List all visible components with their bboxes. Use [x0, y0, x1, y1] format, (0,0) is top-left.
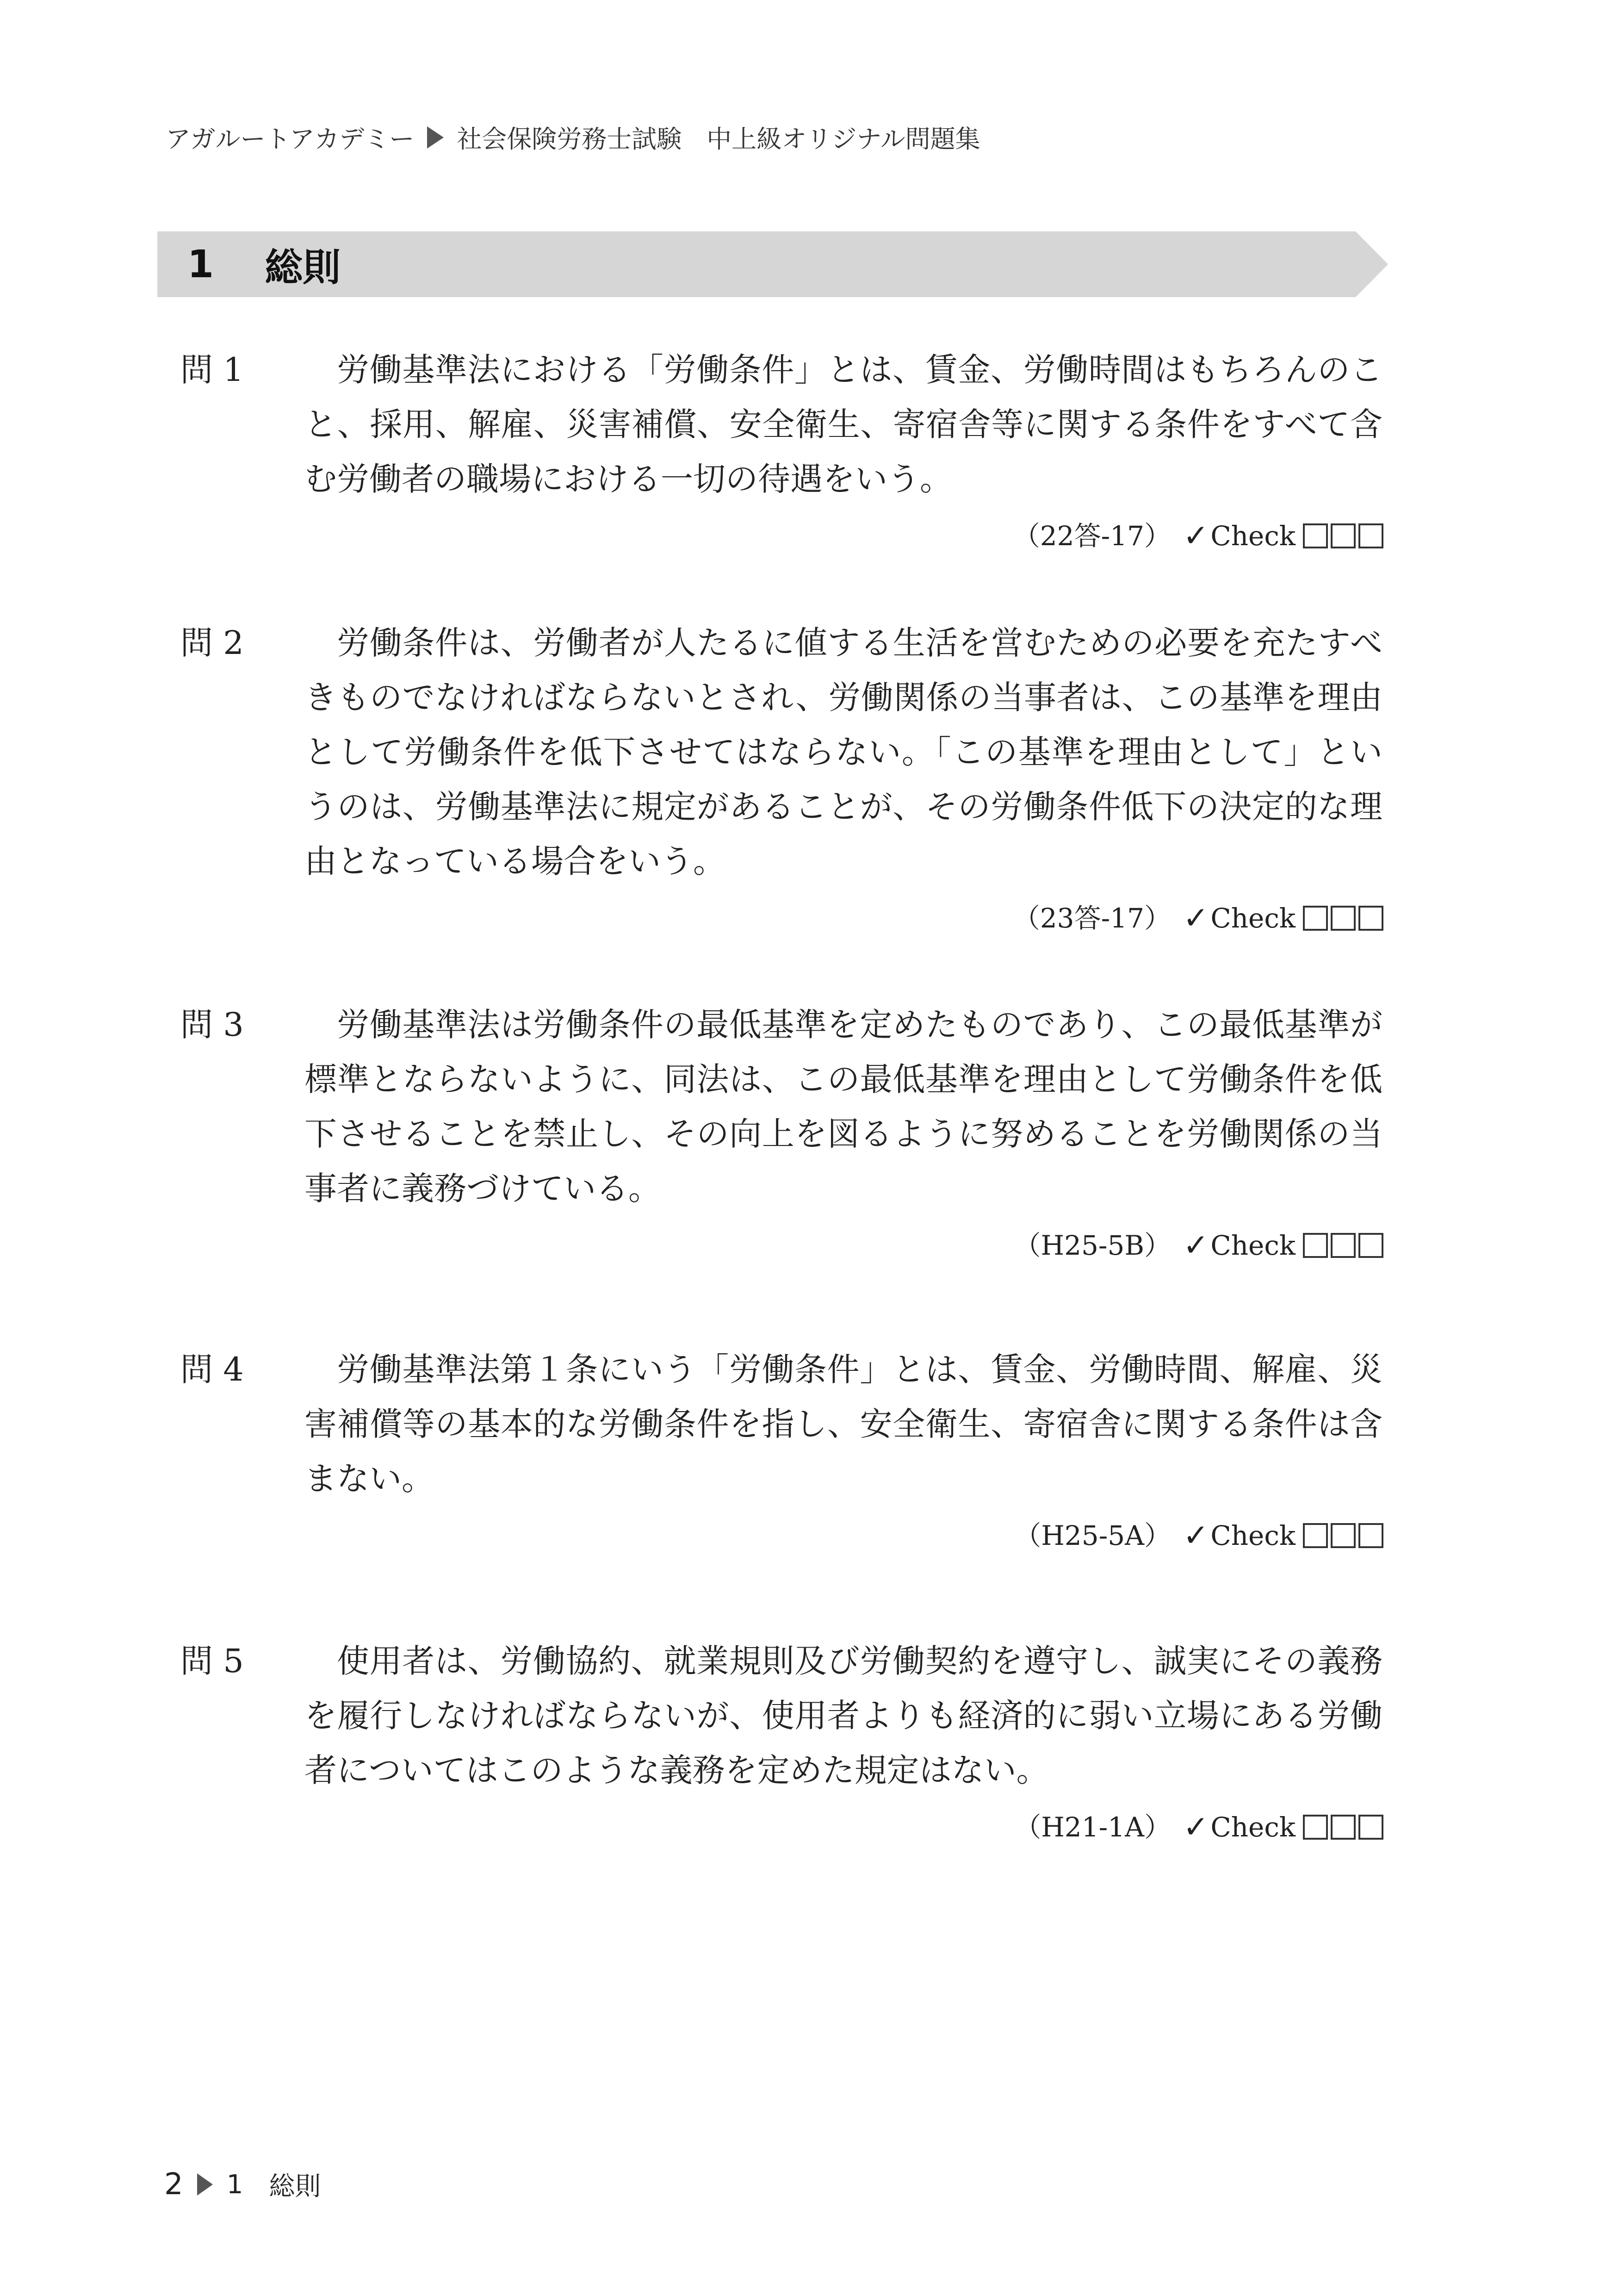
- question-1: [180, 342, 1388, 554]
- check-box[interactable]: [1358, 906, 1383, 931]
- question-text: 使用者は、労働協約、就業規則及び労働契約を遵守し、誠実にその義務を履行しなければならないが、使用者よりも経済的に弱い立場にある労働者についてはこのような義務を定めた規定はない。: [304, 1642, 1382, 1789]
- footer-section-number: 1: [226, 2169, 243, 2200]
- check-box[interactable]: [1331, 1523, 1356, 1548]
- check-boxes: [1300, 1233, 1383, 1258]
- check-label: Check: [1210, 1811, 1296, 1843]
- question-label: 問 1: [180, 351, 244, 389]
- checkmark-icon: ✓: [1183, 1809, 1209, 1845]
- check-boxes: [1300, 523, 1383, 548]
- question-5: [180, 1634, 1388, 1846]
- triangle-right-icon: [427, 126, 444, 149]
- question-reference: （22答-17）: [1013, 520, 1171, 552]
- check-boxes: [1300, 1523, 1383, 1548]
- check-box[interactable]: [1358, 1815, 1383, 1840]
- question-text: 労働基準法は労働条件の最低基準を定めたものであり、この最低基準が標準とならないように、同法は、この最低基準を理由として労働条件を低下させることを禁止し、その向上を図るように努めることを労働関係の当事者に義務づけている。: [304, 1006, 1382, 1207]
- question-reference: （H25-5A）: [1014, 1520, 1171, 1551]
- section-number: 1: [187, 242, 214, 286]
- question-reference-row: [180, 1517, 1383, 1554]
- question-label: 問 5: [180, 1642, 244, 1680]
- check-label: Check: [1210, 520, 1296, 552]
- check-box[interactable]: [1303, 1523, 1328, 1548]
- triangle-right-icon: [197, 2173, 213, 2196]
- question-reference: （23答-17）: [1013, 902, 1171, 934]
- question-text: 労働基準法第１条にいう「労働条件」とは、賃金、労働時間、解雇、災害補償等の基本的な労働条件を指し、安全衛生、寄宿舎に関する条件は含まない。: [304, 1350, 1382, 1498]
- header-academy: アガルートアカデミー: [166, 124, 415, 154]
- checkmark-icon: ✓: [1183, 1518, 1209, 1553]
- check-box[interactable]: [1331, 1233, 1356, 1258]
- page-number: 2: [164, 2167, 183, 2202]
- check-box[interactable]: [1358, 523, 1383, 548]
- checkmark-icon: ✓: [1183, 900, 1209, 936]
- question-reference-row: [180, 1227, 1383, 1264]
- question-reference-row: [180, 900, 1383, 937]
- check-label: Check: [1210, 1230, 1296, 1261]
- header-book-title: 社会保険労務士試験 中上級オリジナル問題集: [457, 124, 980, 154]
- question-reference: （H21-1A）: [1014, 1811, 1171, 1843]
- check-box[interactable]: [1303, 906, 1328, 931]
- question-reference: （H25-5B）: [1014, 1230, 1171, 1261]
- section-heading: [157, 231, 1388, 297]
- question-text: 労働基準法における「労働条件」とは、賃金、労働時間はもちろんのこと、採用、解雇、災害補償、安全衛生、寄宿舎等に関する条件をすべて含む労働者の職場における一切の待遇をいう。: [304, 351, 1382, 498]
- check-box[interactable]: [1358, 1523, 1383, 1548]
- check-label: Check: [1210, 902, 1296, 934]
- question-reference-row: [180, 517, 1383, 554]
- section-title-text: 総則: [265, 245, 341, 290]
- question-3: [180, 997, 1388, 1264]
- question-label: 問 2: [180, 624, 244, 662]
- question-reference-row: [180, 1809, 1383, 1846]
- check-box[interactable]: [1358, 1233, 1383, 1258]
- check-box[interactable]: [1331, 906, 1356, 931]
- section-title: [187, 231, 341, 297]
- question-text: 労働条件は、労働者が人たるに値する生活を営むための必要を充たすべきものでなければならないとされ、労働関係の当事者は、この基準を理由として労働条件を低下させてはならない。「この基準を理由として」というのは、労働基準法に規定があることが、その労働条件低下の決定的な理由となっている場合をいう。: [304, 624, 1382, 880]
- check-box[interactable]: [1303, 1815, 1328, 1840]
- question-4: [180, 1342, 1388, 1554]
- running-header: [166, 119, 980, 155]
- check-box[interactable]: [1303, 1233, 1328, 1258]
- checkmark-icon: ✓: [1183, 518, 1209, 554]
- check-boxes: [1300, 1815, 1383, 1840]
- check-box[interactable]: [1331, 523, 1356, 548]
- question-2: [180, 616, 1388, 937]
- check-box[interactable]: [1303, 523, 1328, 548]
- check-boxes: [1300, 906, 1383, 931]
- question-label: 問 4: [180, 1350, 244, 1388]
- page-footer: [164, 2166, 321, 2203]
- question-label: 問 3: [180, 1006, 244, 1044]
- section-band-arrow: [157, 231, 1388, 297]
- check-box[interactable]: [1331, 1815, 1356, 1840]
- checkmark-icon: ✓: [1183, 1227, 1209, 1263]
- footer-section-title: 総則: [269, 2172, 321, 2202]
- check-label: Check: [1210, 1520, 1296, 1551]
